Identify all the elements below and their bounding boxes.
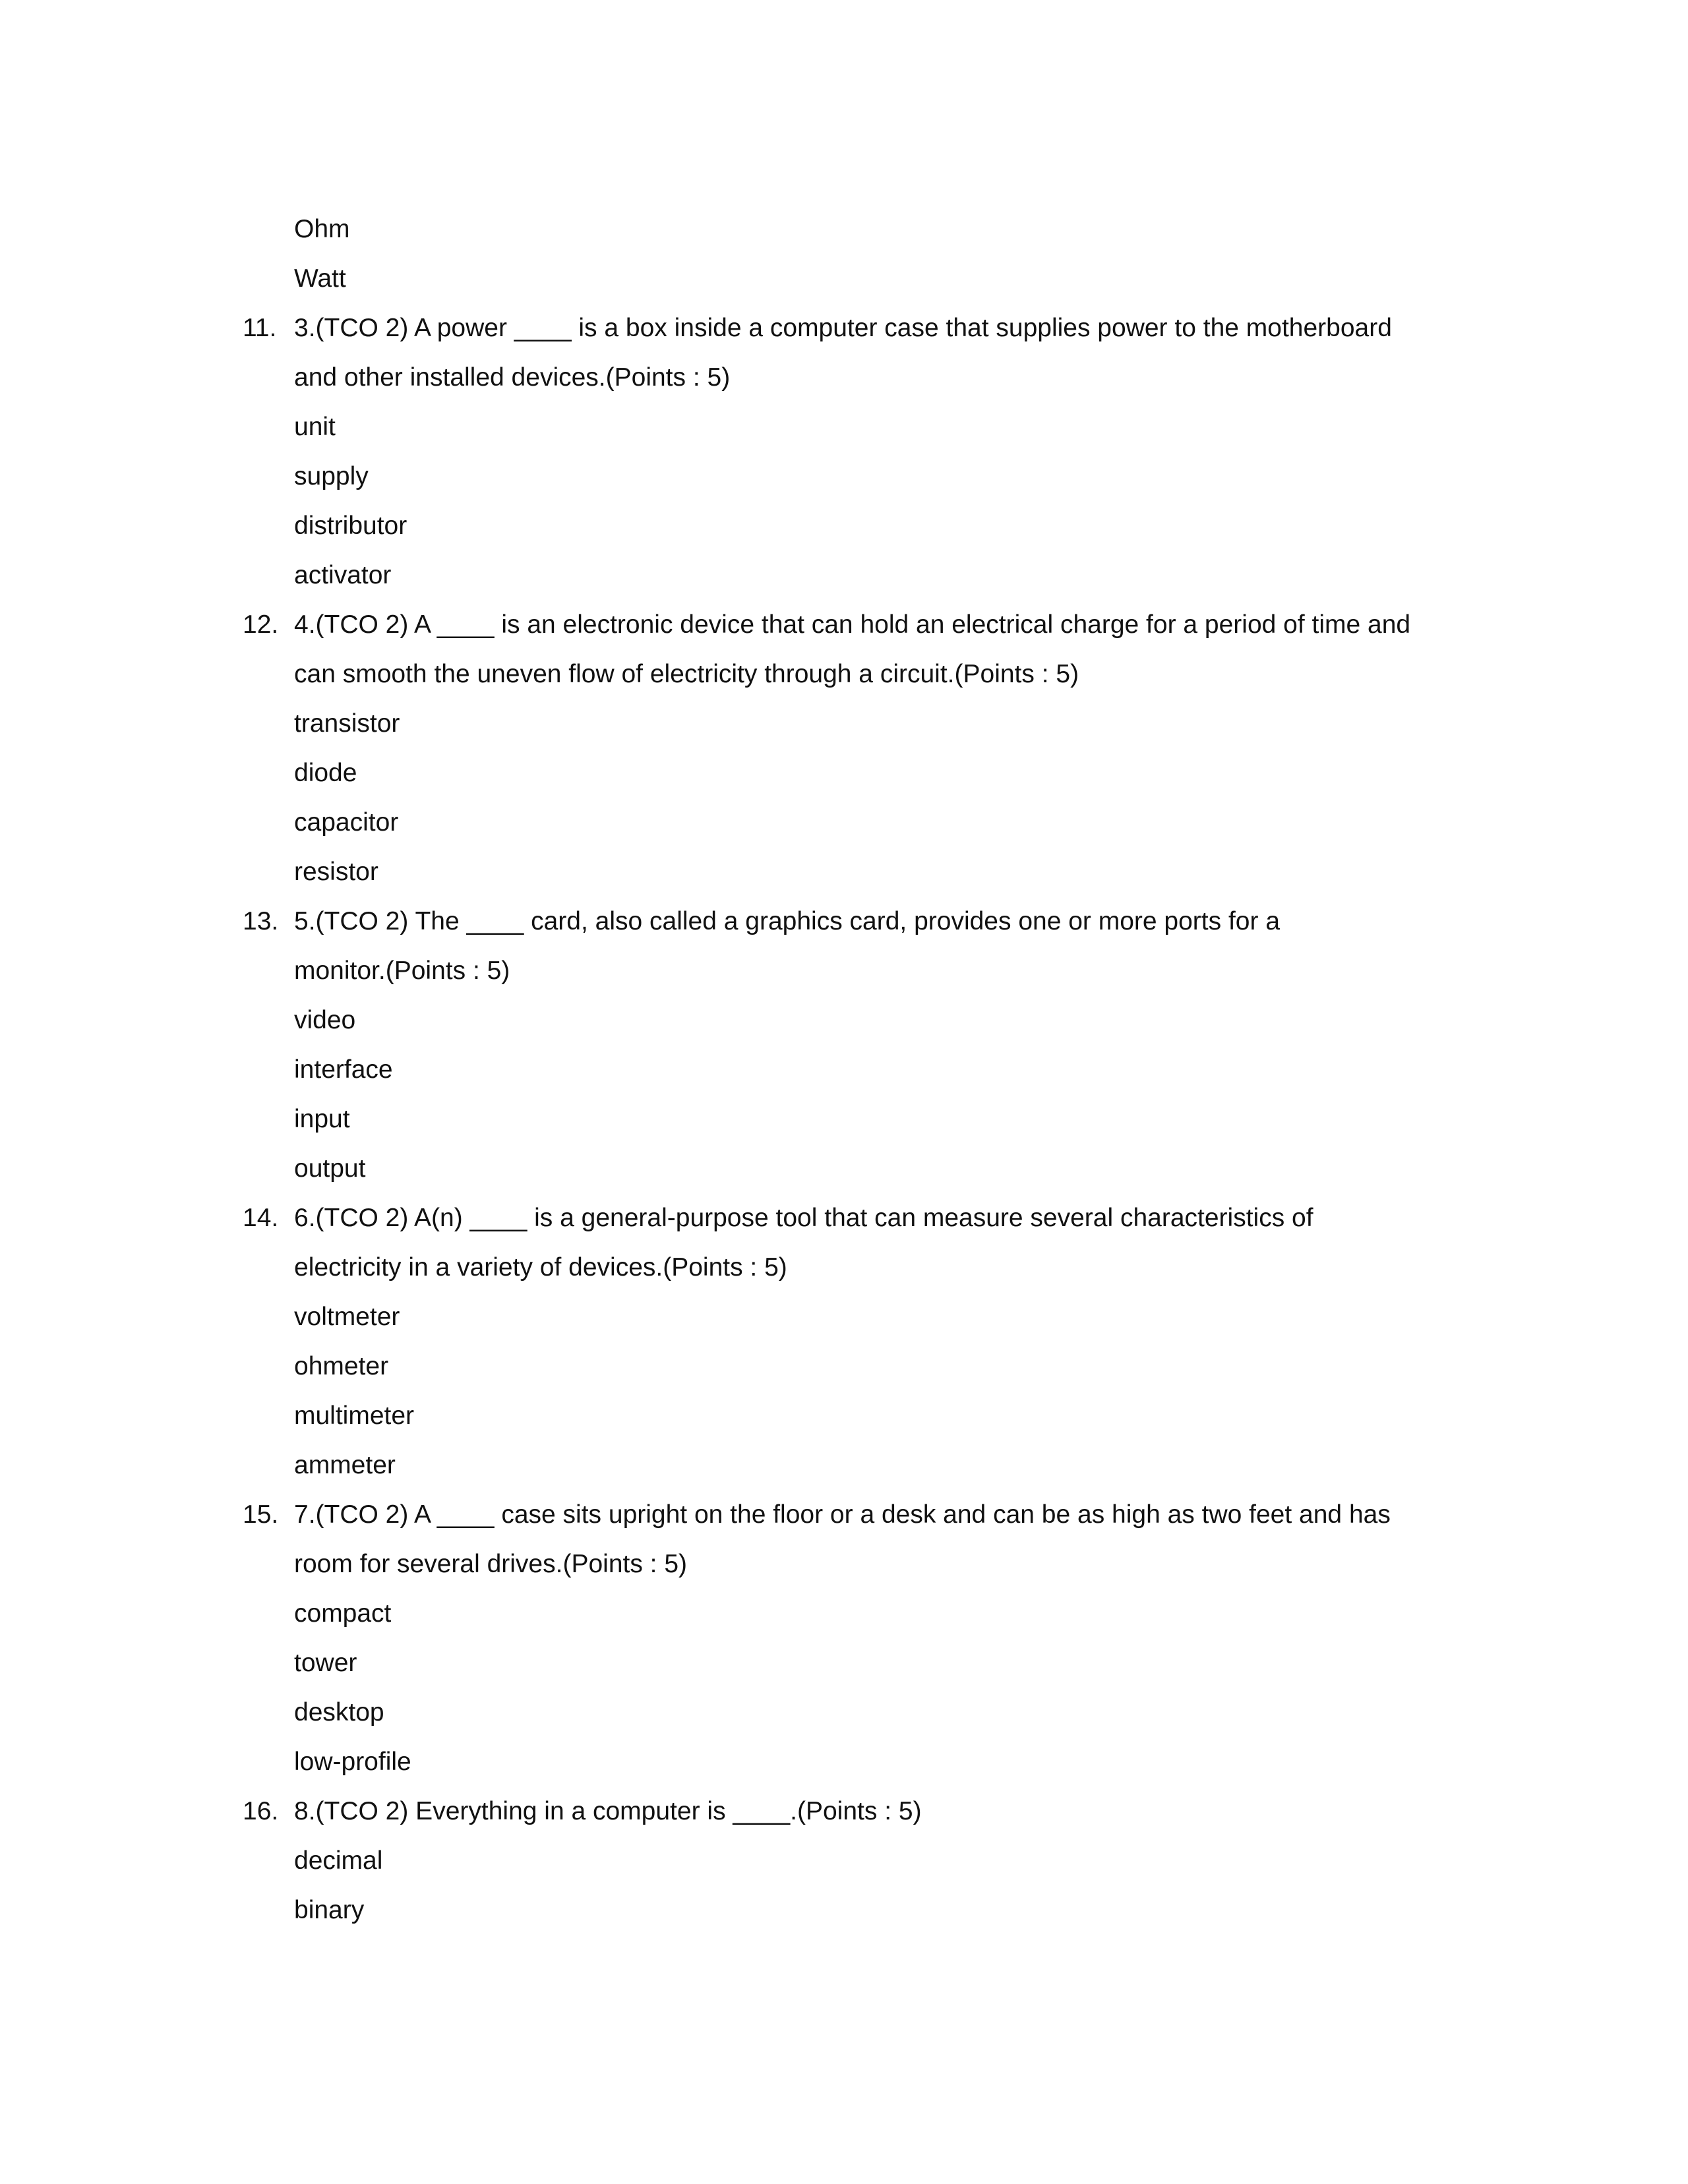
question-number: 14.	[243, 1204, 279, 1232]
option-text: diode	[294, 759, 357, 787]
option-text: supply	[294, 462, 369, 490]
option-text: multimeter	[294, 1402, 415, 1430]
question-15	[243, 1490, 1391, 1539]
question-text: 7.(TCO 2) A ____ case sits upright on the floor or a desk and can be as high as two feet and has	[294, 1500, 1391, 1529]
question-text-continued: can smooth the uneven flow of electricity through a circuit.(Points : 5)	[294, 660, 1079, 688]
question-text-continued: electricity in a variety of devices.(Points : 5)	[294, 1253, 787, 1282]
option-text: capacitor	[294, 808, 399, 837]
option-text: output	[294, 1154, 366, 1183]
option-text: interface	[294, 1055, 393, 1084]
question-number: 16.	[243, 1797, 279, 1825]
option-text: ammeter	[294, 1451, 396, 1479]
option-text: distributor	[294, 512, 407, 540]
option-text: video	[294, 1006, 356, 1034]
question-text: 6.(TCO 2) A(n) ____ is a general-purpose tool that can measure several characteristics of	[294, 1204, 1313, 1232]
option-text: input	[294, 1105, 350, 1133]
option-text: transistor	[294, 709, 400, 738]
option-text: Ohm	[294, 215, 350, 243]
option-text: low-profile	[294, 1748, 411, 1776]
option-text: resistor	[294, 858, 378, 886]
question-14	[243, 1193, 1313, 1243]
option-text: binary	[294, 1896, 365, 1924]
question-13	[243, 897, 1280, 946]
question-12	[243, 600, 1410, 649]
option-text: Watt	[294, 264, 346, 293]
option-text: decimal	[294, 1846, 383, 1875]
option-text: compact	[294, 1599, 392, 1628]
option-text: tower	[294, 1649, 357, 1677]
option-text: ohmeter	[294, 1352, 389, 1380]
question-11	[243, 303, 1392, 353]
question-text-continued: monitor.(Points : 5)	[294, 957, 510, 985]
option-text: voltmeter	[294, 1303, 400, 1331]
question-number: 11.	[243, 314, 277, 342]
option-text: desktop	[294, 1698, 384, 1727]
question-number: 13.	[243, 907, 279, 935]
question-number: 12.	[243, 610, 279, 639]
option-text: unit	[294, 413, 336, 441]
question-text: 8.(TCO 2) Everything in a computer is ____.(Points : 5)	[294, 1797, 922, 1825]
question-16	[243, 1786, 922, 1836]
question-text: 3.(TCO 2) A power ____ is a box inside a computer case that supplies power to the motherboard	[294, 314, 1392, 342]
option-text: activator	[294, 561, 392, 589]
question-text: 4.(TCO 2) A ____ is an electronic device that can hold an electrical charge for a period of time and	[294, 610, 1411, 639]
question-number: 15.	[243, 1500, 279, 1529]
question-text-continued: room for several drives.(Points : 5)	[294, 1550, 688, 1578]
question-text: 5.(TCO 2) The ____ card, also called a graphics card, provides one or more ports for a	[294, 907, 1281, 935]
question-text-continued: and other installed devices.(Points : 5)	[294, 363, 731, 392]
